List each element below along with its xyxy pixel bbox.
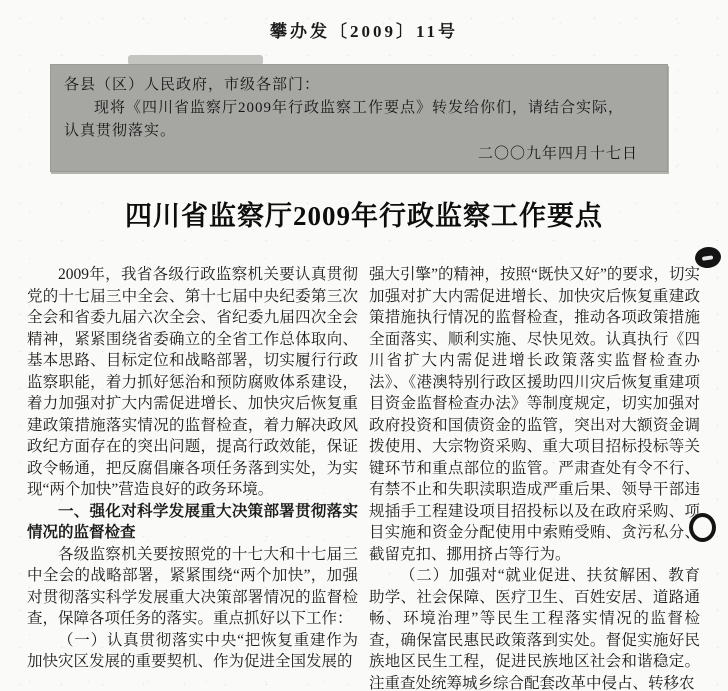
paragraph-section1-lead: 各级监察机关要按照党的十七大和十七届三中全会的战略部署，紧紧围绕“两个加快”，加强对贯彻落实科学发展重大决策部署情况的监督检查，保障各项任务的落实。重点抓好以下工作： <box>27 545 358 627</box>
paragraph-item-2: （二）加强对“就业促进、扶贫解困、教育助学、社会保障、医疗卫生、百姓安居、道路通畅、环境治理”等民生工程落实情况的监督检查，确保富民惠民政策落到实处。督促实施好民族地区民生工程，促进民族地区社会和谐稳定。注重查处统筹城乡综合配套改革中侵占、转移农 <box>369 567 700 691</box>
notice-date: 二〇〇九年四月十七日 <box>477 146 638 162</box>
paragraph-item-1: （一）认真贯彻落实中央“把恢复重建作为加快灾区发展的重要契机、作为促进全国发展的 <box>27 631 358 670</box>
right-column <box>369 264 700 691</box>
section-heading-1: 一、强化对科学发展重大决策部署贯彻落实情况的监督检查 <box>27 502 358 541</box>
binder-hole-highlight <box>702 255 713 260</box>
notice-salutation: 各县（区）人民政府，市级各部门： <box>64 77 321 93</box>
notice-box <box>50 64 668 172</box>
left-column <box>27 264 358 691</box>
paragraph-intro: 2009年，我省各级行政监察机关要认真贯彻党的十七届三中全会、第十七届中央纪委第三次全会和省委九届六次全会、省纪委九届四次全会精神，紧紧围绕省委确立的全省工作总体取向、基本思路、目标定位和战略部署，切实履行行政监察职能，着力抓好惩治和预防腐败体系建设，着力加强对扩大内需促进增长、加快灾后恢复重建政策措施落实情况的监督检查，着力解决政风政纪方面存在的突出问题，提高行政效能，保证政令畅通，把反腐倡廉各项任务落到实处，为实现“两个加快”营造良好的政务环境。 <box>27 266 358 498</box>
binder-hole-ring-mark <box>689 513 716 542</box>
doc-number: 攀办发〔2009〕11号 <box>269 22 459 41</box>
document-title: 四川省监察厅2009年行政监察工作要点 <box>125 201 603 231</box>
paragraph-item-1-continued: 强大引擎”的精神，按照“既快又好”的要求，切实加强对扩大内需促进增长、加快灾后恢复重建政策措施执行情况的监督检查，推动各项政策措施全面落实、顺利实施、尽快见效。认真执行《四川省扩大内需促进增长政策落实监督检查办法》、《港澳特别行政区援助四川灾后恢复重建项目资金监督检查办法》等制度规定，切实加强对政府投资和国债资金的监管，突出对大额资金调拨使用、大宗物资采购、重大项目招标投标等关键环节和重点部位的监管。严肃查处有令不行、有禁不止和失职渎职造成严重后果、领导干部违规插手工程建设项目招投标以及在政府采购、项目实施和资金分配使用中索贿受贿、贪污私分、截留克扣、挪用挤占等行为。 <box>369 266 700 563</box>
notice-body-line-2: 认真贯彻落实。 <box>64 123 177 139</box>
notice-body-line-1: 现将《四川省监察厅2009年行政监察工作要点》转发给你们，请结合实际， <box>94 100 625 116</box>
